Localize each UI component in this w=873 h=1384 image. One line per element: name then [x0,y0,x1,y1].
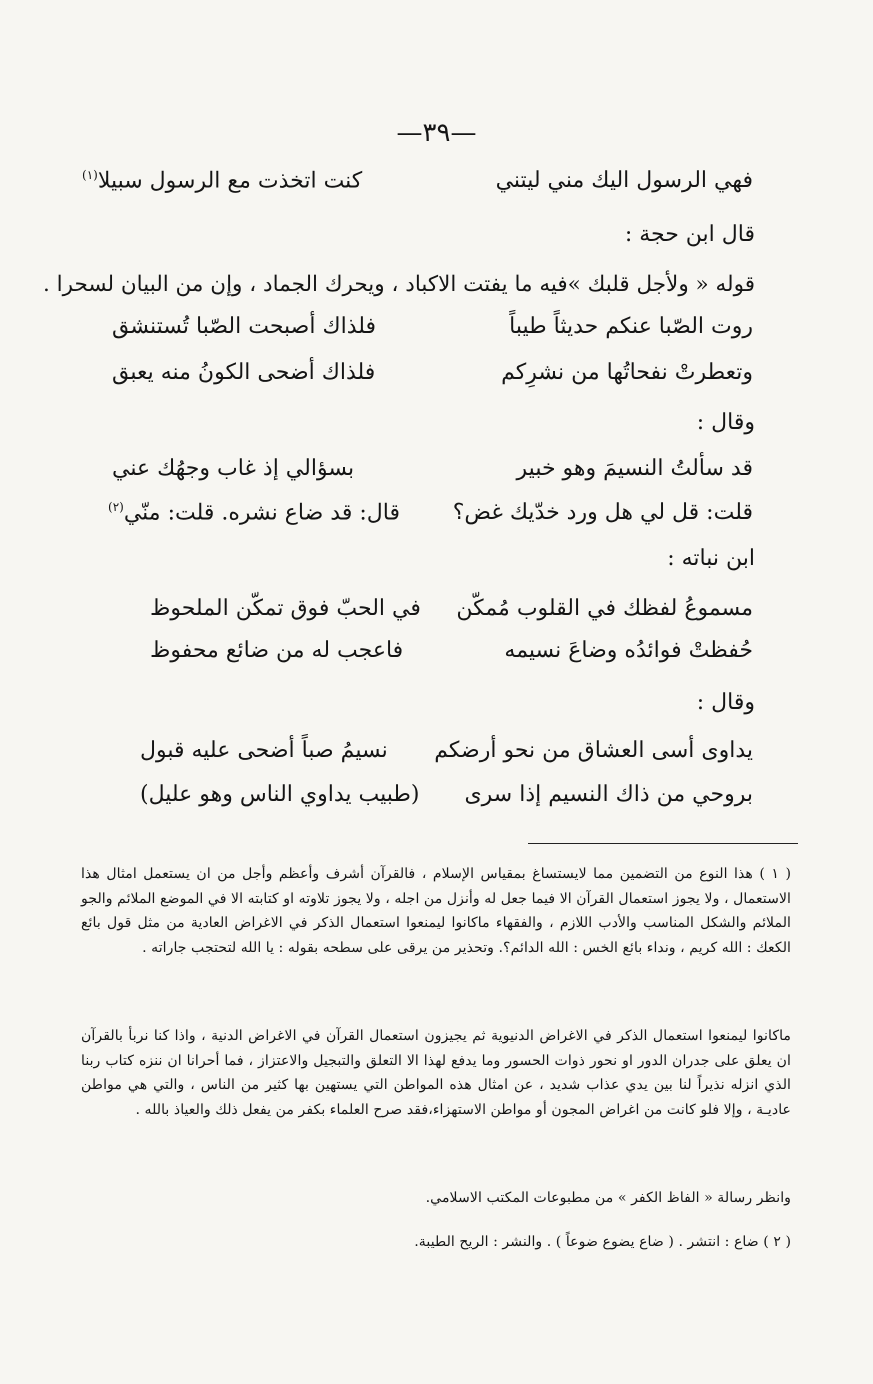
verse4b-first: بروحي من ذاك النسيم إذا سرى [464,782,753,807]
heading-wa-qala-1: وقال : [696,410,755,435]
verse2b-second-text: قال: قد ضاع نشره. قلت: منّي [123,500,400,526]
verse2b-second [108,500,400,525]
verse-top-first-hemistich: فهي الرسول اليك مني ليتني [495,168,753,193]
verse3b-second: فاعجب له من ضائع محفوظ [150,638,404,663]
heading-wa-qala-2: وقال : [696,690,755,715]
verse4a-second: نسيمُ صباً أضحى عليه قبول [140,738,388,763]
verse1a-second: فلذاك أصبحت الصّبا تُستنشق [112,314,377,339]
footnote-separator [528,843,798,844]
verse2b-first: قلت: قل لي هل ورد خدّيك غض؟ [452,500,753,525]
verse-top-second-hemistich [82,168,362,193]
verse4a-first: يداوى أسى العشاق من نحو أرضكم [434,738,753,763]
footnote-1-paragraph-c: وانظر رسالة « الفاظ الكفر » من مطبوعات المكتب الاسلامي. [425,1190,791,1206]
verse1b-first: وتعطرتْ نفحاتُها من نشرِكم [501,360,753,385]
verse-top-second-text: كنت اتخذت مع الرسول سبيلا [97,168,363,194]
verse3b-first: حُفظتْ فوائدُه وضاعَ نسيمه [504,638,753,663]
heading-ibn-hijja: قال ابن حجة : [624,222,755,247]
verse2a-first: قد سألتُ النسيمَ وهو خبير [516,456,753,481]
prose-line: قوله « ولأجل قلبك »فيه ما يفتت الاكباد ، ويحرك الجماد ، وإن من البيان لسحرا . [42,272,755,297]
footnote-ref-2: (٢) [108,500,124,514]
verse1b-second: فلذاك أضحى الكونُ منه يعبق [112,360,376,385]
heading-ibn-nubata: ابن نباته : [667,546,755,571]
footnote-1-paragraph-b: ماكانوا ليمنعوا استعمال الذكر في الاغراض الدنيوية ثم يجيزون استعمال القرآن في الاغراض الدنية ، واذا كنا نربأ بالقرآن ان يعلق على جدران الدور او نحور ذوات الحسور وما يدفع لهذا الا التعلق والتبجيل والاعتزاز ، فما أحرانا ان ننزه كتاب ربنا الذي انزله نذيراً لنا بين يدي عذاب شديد ، عن امثال هذه المواطن التي يستهين بها كثير من الناس ، والتي هي مواطن عاديـة ، وإلا فلو كانت من اغراض المجون أو مواطن الاستهزاء،فقد صرح العلماء بكفر من يفعل ذلك والعياذ بالله . [81,1028,791,1118]
verse3a-first: مسموعُ لفظك في القلوب مُمكّن [456,596,753,621]
verse1a-first: روت الصّبا عنكم حديثاً طيباً [509,314,753,339]
verse2a-second: بسؤالي إذ غاب وجهُك عني [112,456,355,481]
page-number: —٣٩— [396,118,477,148]
verse3a-second: في الحبّ فوق تمكّن الملحوظ [150,596,421,621]
footnote-ref-1: (١) [82,168,98,182]
footnote-1-paragraph-a: ( ١ ) هذا النوع من التضمين مما لايستساغ بمقياس الإسلام ، فالقرآن أشرف وأعظم وأجل من ان يستعمل امثال هذا الاستعمال ، ولا يجوز استعمال القرآن الا فيما جعل له وأنزل من اجله ، ولا يجوز تلاوته او كتابته الا في الموضع الملائم والجو الملائم والشكل المناسب والأدب اللازم ، والفقهاء ماكانوا ليمنعوا استعمال الذكر في الاغراض العادية من مثل قول بائع الكعك : الله كريم ، ونداء بائع الخس : الله الدائم؟. وتحذير من يرقى على سطحه بقوله : يا الله لتحتجب جاراته . [81,866,792,956]
verse4b-second: (طبيب يداوي الناس وهو عليل) [140,782,420,807]
footnote-2: ( ٢ ) ضاع : انتشر . ( ضاع يضوع ضوعاً ) . والنشر : الريح الطيبة. [414,1234,791,1250]
